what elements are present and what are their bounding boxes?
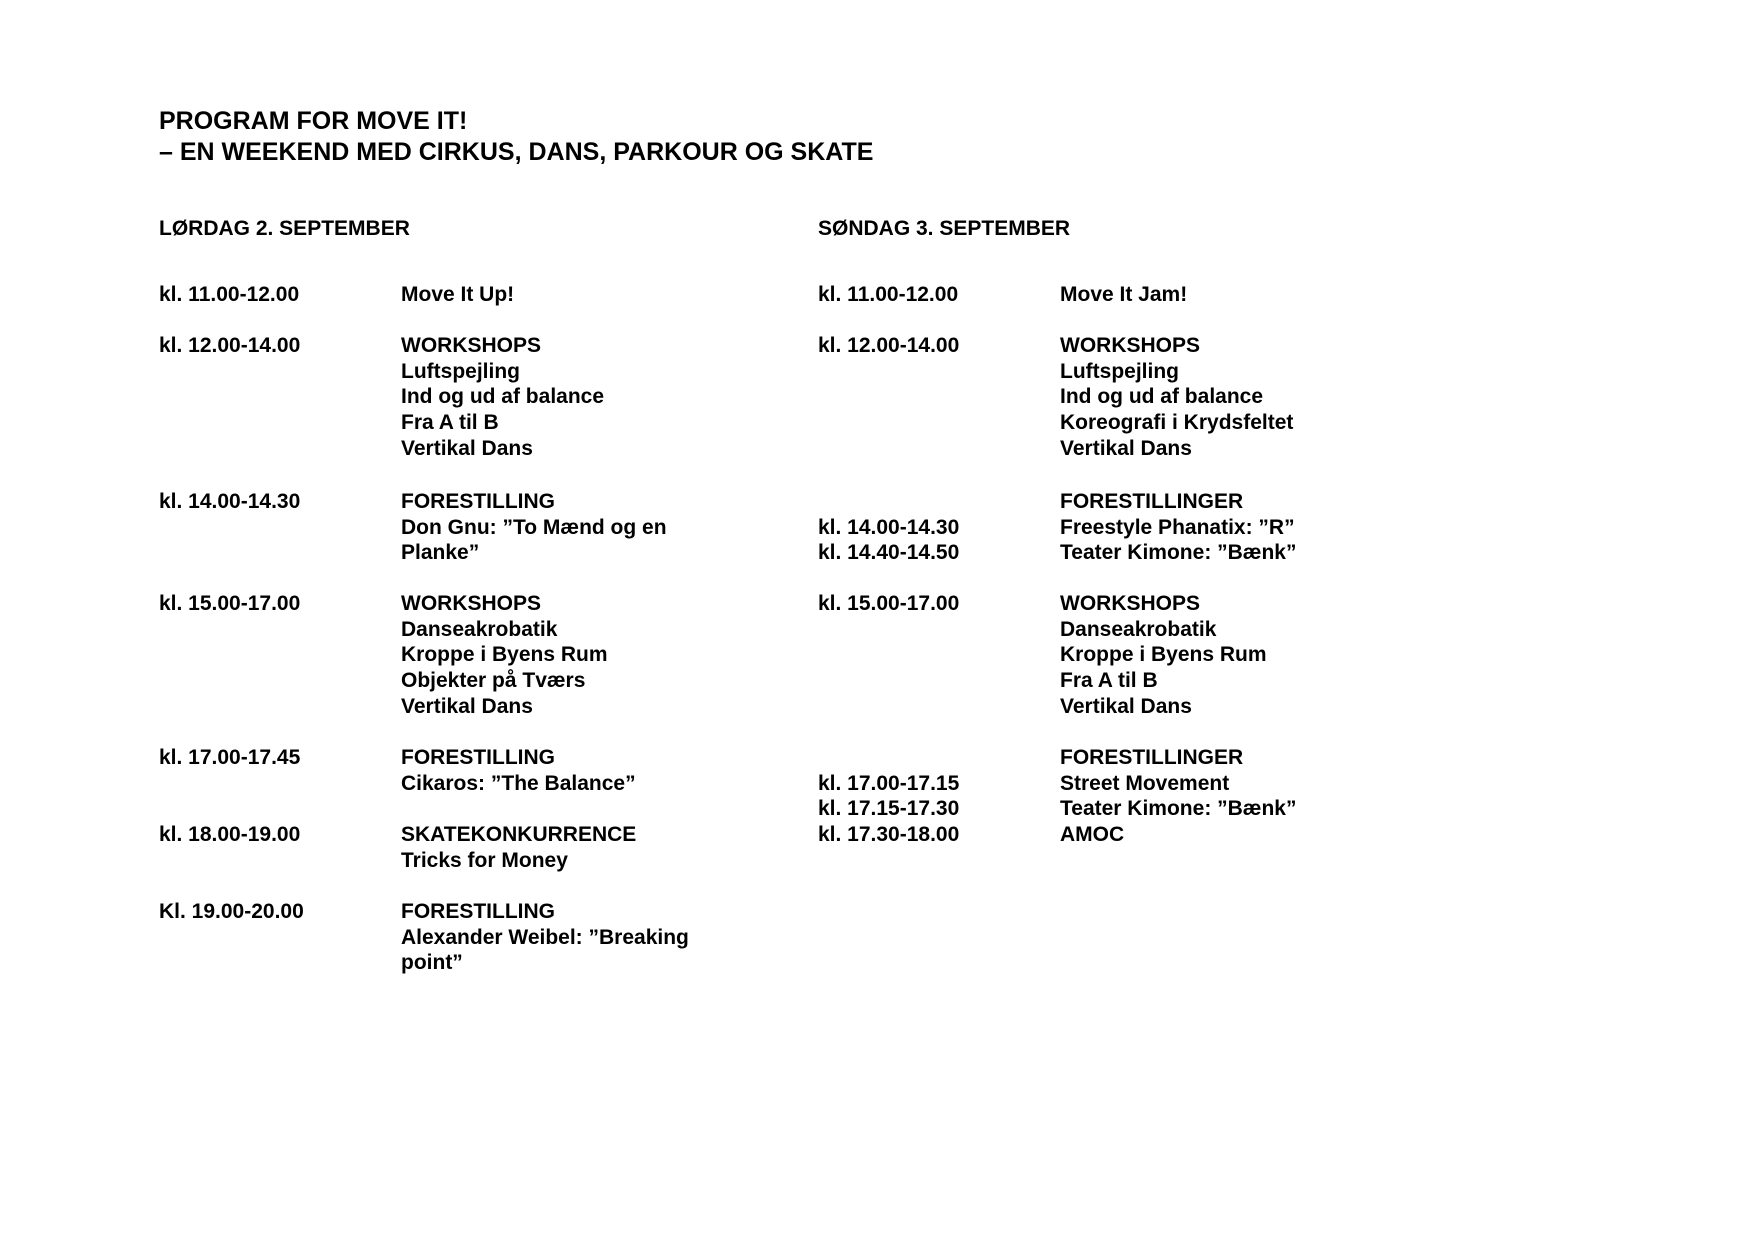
title-line-1: PROGRAM FOR MOVE IT! (159, 107, 468, 135)
schedule-line (818, 436, 1498, 462)
event-text: Koreografi i Krydsfeltet (1060, 411, 1294, 435)
schedule-line (159, 822, 839, 848)
schedule-line (159, 591, 839, 617)
schedule-block (159, 282, 839, 308)
schedule-line (159, 848, 839, 874)
event-text: AMOC (1060, 823, 1125, 847)
document-title (159, 106, 873, 168)
event-text: WORKSHOPS (401, 592, 542, 615)
event-text: Ind og ud af balance (1060, 385, 1264, 409)
title-line-2: – EN WEEKEND MED CIRKUS, DANS, PARKOUR OG SKATE (159, 138, 874, 166)
schedule-block (159, 745, 839, 796)
schedule-line (159, 489, 839, 515)
time-slot: kl. 11.00-12.00 (818, 283, 959, 306)
event-text: WORKSHOPS (401, 334, 542, 357)
time-slot: kl. 17.00-17.15 (818, 771, 960, 795)
event-text: WORKSHOPS (1060, 592, 1201, 615)
time-slot: kl. 14.40-14.50 (818, 541, 960, 565)
schedule-block (818, 591, 1498, 719)
time-slot: kl. 15.00-17.00 (159, 592, 301, 615)
schedule-line (159, 925, 839, 951)
event-text: Fra A til B (401, 411, 499, 435)
schedule-block (159, 899, 839, 976)
event-text: Vertikal Dans (401, 436, 533, 460)
schedule-line (818, 642, 1498, 668)
event-text: Freestyle Phanatix: ”R” (1060, 515, 1295, 539)
schedule-line (818, 668, 1498, 694)
time-slot: Kl. 19.00-20.00 (159, 900, 304, 923)
schedule-line (818, 515, 1498, 541)
schedule-line (818, 489, 1498, 515)
event-text: Objekter på Tværs (401, 669, 586, 693)
schedule-block (818, 333, 1498, 461)
event-text: FORESTILLINGER (1060, 490, 1244, 513)
event-text: Street Movement (1060, 771, 1230, 795)
schedule-line (818, 796, 1498, 822)
event-text: FORESTILLING (401, 490, 555, 513)
event-text: Tricks for Money (401, 848, 568, 872)
event-text: Cikaros: ”The Balance” (401, 771, 636, 795)
time-slot: kl. 14.00-14.30 (159, 490, 301, 513)
event-text: Move It Up! (401, 283, 515, 306)
day-heading: LØRDAG 2. SEPTEMBER (159, 217, 410, 240)
time-slot: kl. 17.15-17.30 (818, 797, 960, 821)
schedule-line (159, 668, 839, 694)
event-text: WORKSHOPS (1060, 334, 1201, 357)
event-text: Luftspejling (401, 359, 520, 383)
event-text: Danseakrobatik (401, 617, 558, 641)
schedule-line (159, 745, 839, 771)
time-slot: kl. 12.00-14.00 (818, 334, 960, 357)
event-text: Kroppe i Byens Rum (401, 643, 608, 667)
event-text: Teater Kimone: ”Bænk” (1060, 797, 1297, 821)
schedule-line (159, 515, 839, 541)
event-text: FORESTILLING (401, 746, 555, 769)
schedule-line (818, 822, 1498, 848)
schedule-line (159, 899, 839, 925)
event-text: Fra A til B (1060, 669, 1158, 693)
schedule-line (818, 333, 1498, 359)
event-text: FORESTILLINGER (1060, 746, 1244, 769)
schedule-line (159, 410, 839, 436)
day-sunday (818, 214, 1498, 847)
event-text: Move It Jam! (1060, 283, 1188, 306)
event-text: Alexander Weibel: ”Breaking (401, 925, 689, 949)
event-text: Luftspejling (1060, 359, 1179, 383)
event-text: Vertikal Dans (1060, 436, 1192, 460)
time-slot: kl. 17.30-18.00 (818, 823, 960, 847)
event-text: Don Gnu: ”To Mænd og en (401, 515, 667, 539)
schedule-block (159, 822, 839, 873)
schedule-line (818, 282, 1498, 308)
time-slot: kl. 17.00-17.45 (159, 746, 301, 769)
schedule-line (159, 282, 839, 308)
schedule-block (818, 282, 1498, 308)
schedule-block (159, 333, 839, 461)
event-text: Teater Kimone: ”Bænk” (1060, 541, 1297, 565)
event-text: Planke” (401, 541, 480, 565)
schedule-block (159, 591, 839, 719)
time-slot: kl. 12.00-14.00 (159, 334, 301, 357)
event-text: point” (401, 951, 463, 975)
schedule-line (159, 333, 839, 359)
schedule-line (159, 359, 839, 385)
schedule-line (818, 410, 1498, 436)
schedule-block (818, 489, 1498, 566)
time-slot: kl. 18.00-19.00 (159, 823, 301, 846)
event-text: Kroppe i Byens Rum (1060, 643, 1267, 667)
schedule-line (159, 540, 839, 566)
time-slot: kl. 14.00-14.30 (818, 515, 960, 539)
schedule-block (818, 745, 1498, 848)
schedule-line (159, 384, 839, 410)
schedule-line (818, 591, 1498, 617)
schedule-line (818, 359, 1498, 385)
schedule-line (818, 745, 1498, 771)
event-text: Vertikal Dans (1060, 694, 1192, 718)
schedule-line (159, 694, 839, 720)
schedule-line (818, 540, 1498, 566)
event-text: FORESTILLING (401, 900, 555, 923)
event-text: Ind og ud af balance (401, 385, 605, 409)
schedule-line (159, 642, 839, 668)
schedule-line (159, 617, 839, 643)
time-slot: kl. 11.00-12.00 (159, 283, 300, 306)
schedule-line (818, 771, 1498, 797)
schedule-line (818, 694, 1498, 720)
schedule-line (159, 771, 839, 797)
schedule-block (159, 489, 839, 566)
time-slot: kl. 15.00-17.00 (818, 592, 960, 615)
schedule-line (818, 384, 1498, 410)
event-text: Danseakrobatik (1060, 617, 1217, 641)
schedule-line (159, 950, 839, 976)
event-text: Vertikal Dans (401, 694, 533, 718)
schedule-line (159, 436, 839, 462)
event-text: SKATEKONKURRENCE (401, 823, 637, 846)
day-saturday (159, 214, 839, 975)
schedule-line (818, 617, 1498, 643)
day-heading: SØNDAG 3. SEPTEMBER (818, 217, 1071, 240)
